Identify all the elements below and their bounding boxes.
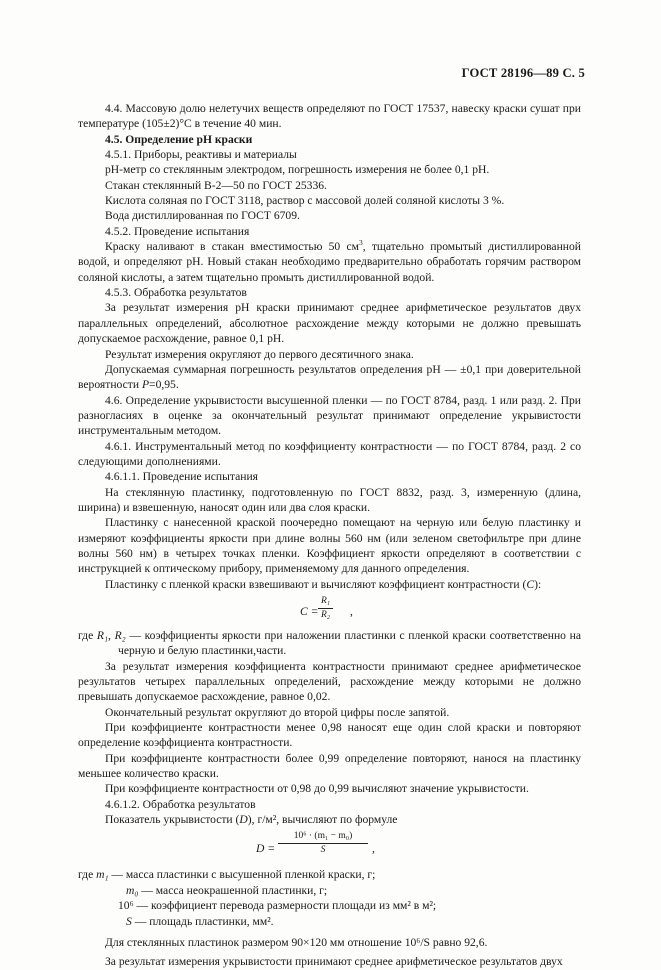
list-item: Стакан стеклянный В-2—50 по ГОСТ 25336. (105, 178, 327, 192)
para-4-5-2 (78, 239, 581, 285)
para-error (78, 362, 581, 393)
formula-contrast (78, 595, 581, 625)
heading-4-6-1-2: 4.6.1.2. Обработка результатов (105, 797, 256, 811)
text: ): (534, 577, 542, 591)
para-less-098: При коэффициенте контрастности менее 0,98 наносят еще один слой краски и повторяют определение коэффициента контрастности. (78, 721, 581, 750)
text: — масса пластинки с высушенной пленкой краски, г; (108, 868, 376, 882)
document-body (78, 101, 581, 970)
definition-r (78, 628, 581, 659)
para-hiding-result: За результат измерения укрывистости принимают среднее арифметическое результатов двух (105, 955, 563, 969)
text: — площадь пластинки, мм². (131, 914, 274, 928)
para-4-5-3: За результат измерения pH краски принимают среднее арифметическое результатов двух параллельных определений, абсолютное расхождение между которыми не должно превышать допускаемое расхождение, равное 0,1 pH. (78, 301, 581, 346)
para-contrast-result: За результат измерения коэффициента контрастности принимают среднее арифметическое результатов четырех параллельных определений, расхождение между которыми не должно превышать допускаемое расхождение, равное 0,02. (78, 659, 581, 704)
text: Допускаемая суммарная погрешность результатов определения pH — ±0,1 при доверительной вероятности (78, 362, 581, 392)
para-brightness: Пластинку с нанесенной краской поочередно помещают на черную или белую пластинку и измеряют коэффициенты яркости при длине волны 560 нм (или зеленом светофильтре при длине волны 560 нм) в четырех точках пленки. Коэффициент яркости определяют в соответствии с инструкцией к оптическому прибору, применяемому для данного определения. (78, 516, 581, 576)
para-plate: На стеклянную пластинку, подготовленную по ГОСТ 8832, разд. 3, измеренную (длина, ширина) и взвешенную, наносят один или два слоя краски. (78, 485, 581, 514)
var-d: D (239, 813, 248, 827)
text: — коэффициенты яркости при наложении пластинки с пленкой краски соответственно на черную и белую пластинки,части. (118, 629, 581, 658)
formula-numerator: R₁ (318, 595, 333, 609)
heading-4-6-1-1: 4.6.1.1. Проведение испытания (105, 470, 258, 484)
formula-hiding-power (78, 830, 581, 864)
heading-4-5-3: 4.5.3. Обработка результатов (105, 286, 247, 300)
text: где (78, 868, 97, 882)
text: Показатель укрывистости ( (105, 813, 240, 827)
para-range: При коэффициенте контрастности от 0,98 до 0,99 вычисляют значение укрывистости. (105, 782, 529, 796)
list-item: pH-метр со стеклянным электродом, погрешность измерения не более 0,1 pH. (105, 163, 490, 177)
var-s: S (126, 914, 132, 928)
para-4-6-1: 4.6.1. Инструментальный метод по коэффициенту контрастности — по ГОСТ 8784, разд. 2 со следующими дополнениями. (78, 439, 581, 468)
text: где (78, 629, 97, 642)
superscript: 3 (358, 238, 363, 248)
para-plate-ratio: Для стеклянных пластинок размером 90×120 мм отношение 10⁶/S равно 92,6. (105, 935, 488, 949)
text: — коэффициент перевода размерности площади из мм² в м²; (133, 899, 437, 913)
formula-lhs: D = (256, 842, 276, 856)
list-item: Кислота соляная по ГОСТ 3118, раствор с массовой долей соляной кислоты 3 %. (105, 194, 505, 208)
heading-4-5-1: 4.5.1. Приборы, реактивы и материалы (105, 148, 297, 162)
var-r: R₁, R₂ (96, 629, 126, 642)
para-contrast (78, 577, 581, 592)
text: =0,95. (149, 378, 179, 392)
formula-tail: , (372, 842, 375, 856)
para-4-4: 4.4. Массовую долю нелетучих веществ определяют по ГОСТ 17537, навеску краски сушат при температуре (105±2)°С в течение 40 мин. (78, 102, 581, 131)
definition-factor (78, 898, 581, 913)
text: Краску наливают в стакан вместимостью 50 см (105, 240, 359, 254)
text: , тщательно промытый дистиллированной водой, и определяют pH. Новый стакан необходимо предварительно обработать горячим раствором соляной кислоты, а затем тщательно промыть дистиллированной водой. (78, 240, 581, 284)
para-more-099: При коэффициенте контрастности более 0,99 определение повторяют, нанося на пластинку меньшее количество краски. (78, 751, 581, 781)
para-hiding-power (78, 812, 581, 827)
var-factor: 10⁶ (118, 899, 134, 913)
formula-lhs: С = (300, 605, 319, 618)
heading-4-5-2: 4.5.2. Проведение испытания (105, 224, 250, 238)
para-final-result: Окончательный результат округляют до второй цифры после запятой. (105, 705, 450, 719)
text: Пластинку с пленкой краски взвешивают и вычисляют коэффициент контрастности ( (105, 577, 527, 591)
para-rounding: Результат измерения округляют до первого десятичного знака. (105, 347, 414, 361)
var-c: С (526, 577, 535, 591)
formula-numerator: 10⁶ · (m₁ − m₀) (278, 830, 368, 844)
formula-fraction (278, 830, 368, 857)
formula-denominator: R₂ (321, 610, 331, 620)
formula-tail: , (350, 605, 353, 618)
text: ), г/м², вычисляют по формуле (247, 813, 398, 827)
list-item: Вода дистиллированная по ГОСТ 6709. (105, 209, 300, 223)
formula-denominator: S (320, 845, 326, 856)
definition-m1 (78, 867, 581, 882)
para-4-6: 4.6. Определение укрывистости высушенной пленки — по ГОСТ 8784, разд. 1 или разд. 2. При разногласиях в оценке за окончательный результат принимают определение укрывистости инструментальным методом. (78, 393, 581, 438)
var-m0: m₀ (126, 883, 139, 897)
var-m1: m₁ (96, 868, 109, 882)
page-header: ГОСТ 28196—89 С. 5 (461, 66, 585, 80)
heading-4-5: 4.5. Определение pH краски (105, 132, 253, 146)
definition-m0 (78, 883, 581, 898)
formula-fraction (318, 595, 333, 622)
text: — масса неокрашенной пластинки, г; (138, 883, 328, 897)
var-p: Р (141, 378, 150, 392)
definition-s (78, 914, 581, 929)
